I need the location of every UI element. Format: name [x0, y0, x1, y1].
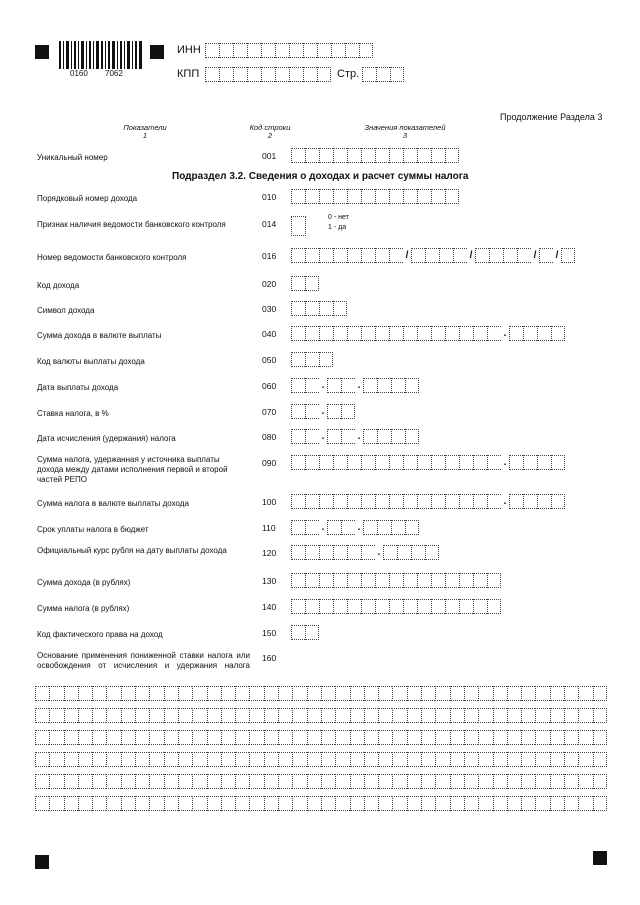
row-014-option-0: 0 - нет — [328, 214, 349, 221]
date-dot: . — [321, 431, 325, 442]
page-number-field[interactable] — [362, 67, 404, 82]
barcode-number-left: 0160 — [70, 69, 88, 78]
unique-number-label: Уникальный номер — [37, 153, 108, 162]
row-130-code: 130 — [262, 576, 277, 586]
corner-marker-bottom-left — [35, 855, 49, 869]
decimal-point: . — [503, 328, 507, 339]
grid-line[interactable] — [35, 708, 607, 723]
row-020-field[interactable] — [291, 276, 319, 291]
row-150-label: Код фактического права на доход — [37, 630, 163, 639]
row-100-field[interactable] — [291, 494, 565, 509]
row-120-code: 120 — [262, 548, 277, 558]
row-010-code: 010 — [262, 192, 277, 202]
row-050-code: 050 — [262, 355, 277, 365]
row-090-code: 090 — [262, 458, 277, 468]
corner-marker-top-left — [35, 45, 49, 59]
row-120-field[interactable] — [291, 545, 439, 560]
row-040-code: 040 — [262, 329, 277, 339]
row-050-label: Код валюты выплаты дохода — [37, 357, 145, 366]
row-014-label: Признак наличия ведомости банковского контроля — [37, 220, 226, 229]
row-140-code: 140 — [262, 602, 277, 612]
slash-separator: / — [405, 250, 409, 261]
unique-number-field[interactable] — [291, 148, 459, 163]
barcode — [59, 41, 143, 77]
row-010-label: Порядковый номер дохода — [37, 194, 138, 203]
decimal-point: . — [503, 457, 507, 468]
grid-line[interactable] — [35, 796, 607, 811]
unique-number-code: 001 — [262, 151, 277, 161]
kpp-label: КПП — [177, 68, 200, 80]
row-130-field[interactable] — [291, 573, 501, 588]
row-030-label: Символ дохода — [37, 306, 95, 315]
row-090-field[interactable] — [291, 455, 565, 470]
row-110-date-field[interactable] — [291, 520, 419, 535]
decimal-point: . — [503, 496, 507, 507]
slash-separator: / — [469, 250, 473, 261]
row-160-text-grid[interactable] — [35, 686, 607, 811]
row-110-code: 110 — [262, 523, 276, 533]
inn-label: ИНН — [177, 44, 201, 56]
row-120-label: Официальный курс рубля на дату выплаты дохода — [37, 546, 227, 555]
row-090-label: Сумма налога, удержанная у источника выплаты дохода между датами исполнения первой и второй частей РЕПО — [37, 455, 228, 484]
date-dot: . — [357, 431, 361, 442]
slash-separator: / — [533, 250, 537, 261]
column-header-1: Показатели 1 — [123, 123, 167, 140]
row-014-option-1: 1 - да — [328, 224, 347, 231]
row-020-label: Код дохода — [37, 281, 80, 290]
grid-line[interactable] — [35, 686, 607, 701]
row-014-field[interactable] — [291, 216, 306, 236]
row-070-label: Ставка налога, в % — [37, 409, 109, 418]
row-016-code: 016 — [262, 251, 277, 261]
row-016-label: Номер ведомости банковского контроля — [37, 253, 187, 262]
row-130-label: Сумма дохода (в рублях) — [37, 578, 131, 587]
row-080-code: 080 — [262, 432, 277, 442]
corner-marker-top-mid — [150, 45, 164, 59]
subsection-title: Подраздел 3.2. Сведения о доходах и расчет суммы налога — [172, 171, 469, 182]
row-150-code: 150 — [262, 628, 277, 638]
date-dot: . — [357, 522, 361, 533]
row-020-code: 020 — [262, 279, 277, 289]
row-110-label: Срок уплаты налога в бюджет — [37, 525, 149, 534]
row-150-field[interactable] — [291, 625, 319, 640]
row-080-label: Дата исчисления (удержания) налога — [37, 434, 176, 443]
row-140-label: Сумма налога (в рублях) — [37, 604, 130, 613]
row-040-label: Сумма дохода в валюте выплаты — [37, 331, 162, 340]
row-160-code: 160 — [262, 653, 277, 663]
continuation-text: Продолжение Раздела 3 — [500, 112, 603, 122]
date-dot: . — [321, 380, 325, 391]
row-070-field[interactable] — [291, 404, 355, 419]
row-060-date-field[interactable] — [291, 378, 419, 393]
decimal-point: . — [377, 547, 381, 558]
date-dot: . — [321, 522, 325, 533]
kpp-field[interactable] — [205, 67, 331, 82]
row-060-label: Дата выплаты дохода — [37, 383, 119, 392]
row-040-field[interactable] — [291, 326, 565, 341]
row-100-code: 100 — [262, 497, 277, 507]
row-050-field[interactable] — [291, 352, 333, 367]
decimal-point: . — [321, 406, 325, 417]
row-010-field[interactable] — [291, 189, 459, 204]
row-070-code: 070 — [262, 407, 277, 417]
page-label: Стр. — [337, 68, 360, 80]
column-header-2: Код строки 2 — [249, 123, 291, 140]
row-160-label: Основание применения пониженной ставки налога или освобождения от исчисления и удержания налога — [37, 651, 250, 670]
row-140-field[interactable] — [291, 599, 501, 614]
row-030-field[interactable] — [291, 301, 347, 316]
row-016-field[interactable] — [291, 248, 575, 263]
row-100-label: Сумма налога в валюте выплаты дохода — [37, 499, 189, 508]
grid-line[interactable] — [35, 774, 607, 789]
row-080-date-field[interactable] — [291, 429, 419, 444]
date-dot: . — [357, 380, 361, 391]
inn-field[interactable] — [205, 43, 373, 58]
grid-line[interactable] — [35, 752, 607, 767]
grid-line[interactable] — [35, 730, 607, 745]
row-014-code: 014 — [262, 219, 277, 229]
barcode-bars — [59, 41, 143, 69]
corner-marker-bottom-right — [593, 851, 607, 865]
row-060-code: 060 — [262, 381, 277, 391]
row-030-code: 030 — [262, 304, 277, 314]
column-header-3: Значения показателей 3 — [364, 123, 446, 140]
slash-separator: / — [555, 250, 559, 261]
barcode-number-right: 7062 — [105, 69, 123, 78]
